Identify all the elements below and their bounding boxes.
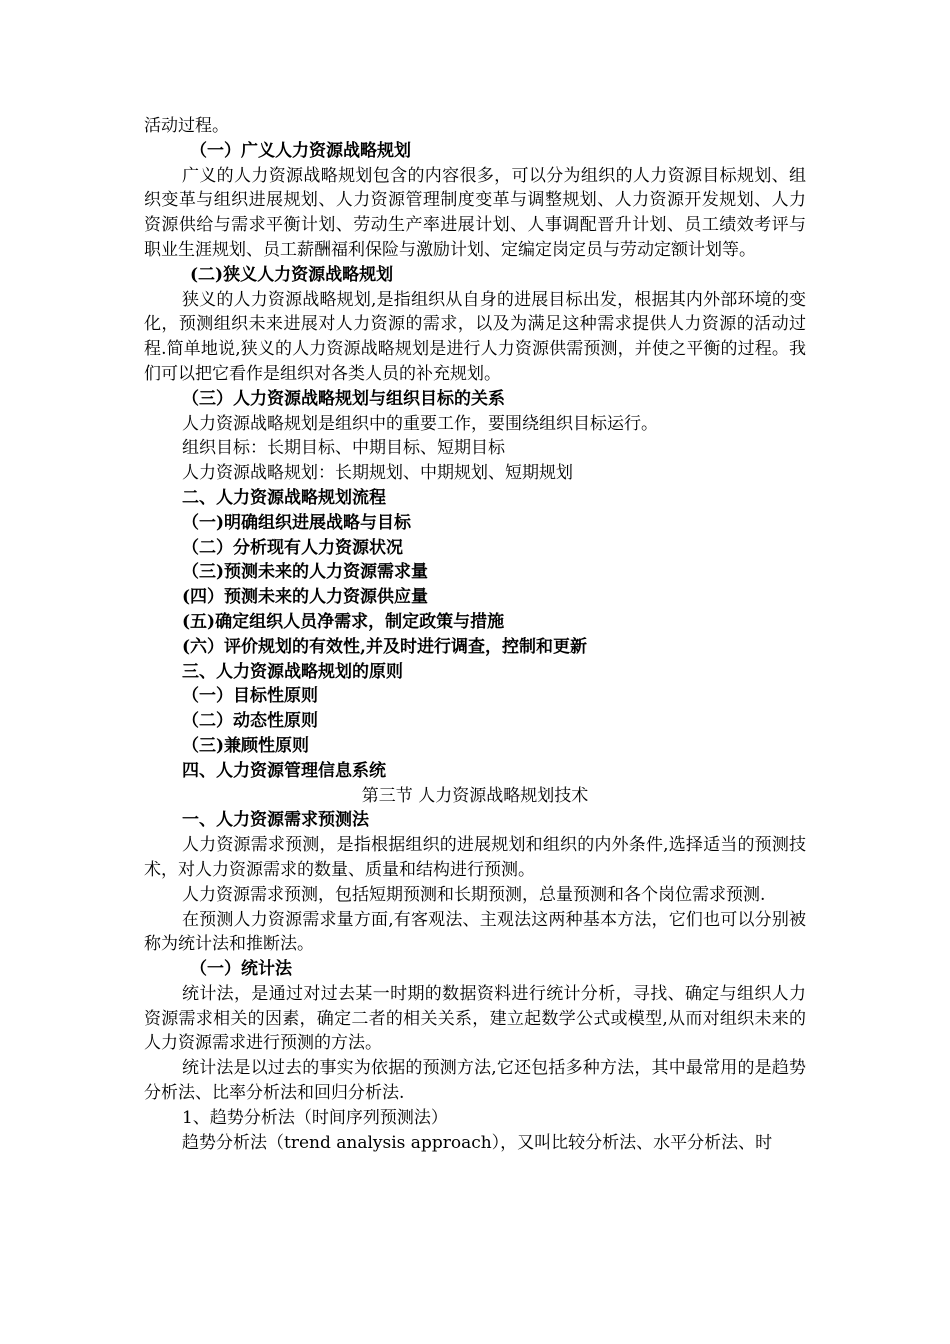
section-heading-narrow-planning: (二)狭义人力资源战略规划 [190,264,394,285]
heading-trend-analysis: 1、趋势分析法（时间序列预测法） [182,1107,448,1128]
process-step-4: (四）预测未来的人力资源供应量 [182,587,429,608]
paragraph-continuation: 活动过程。 [144,116,229,136]
paragraph-statistical-definition: 统计法，是通过对过去某一时期的数据资料进行统计分析，寻找、确定与组织人力资源需求相关的因素，确定二者的相关关系，建立起数学公式或模型,从而对组织未来的人力资源需求进行预测的方法。 [144,983,806,1054]
heading-planning-principles: 三、人力资源战略规划的原则 [182,661,403,682]
principle-3: （三)兼顾性原则 [182,735,310,756]
process-step-1: （一)明确组织进展战略与目标 [182,512,412,533]
heading-demand-forecast: 一、人力资源需求预测法 [182,810,369,831]
section-heading-goal-relation: （三）人力资源战略规划与组织目标的关系 [182,388,505,409]
principle-1: （一）目标性原则 [182,686,318,707]
paragraph-statistical-types: 统计法是以过去的事实为依据的预测方法,它还包括多种方法，其中最常用的是趋势分析法、比率分析法和回归分析法. [144,1058,806,1104]
process-step-3: （三)预测未来的人力资源需求量 [182,562,429,583]
process-step-2: （二）分析现有人力资源状况 [182,537,403,558]
section-title: 第三节 人力资源战略规划技术 [361,785,589,806]
paragraph-demand-definition: 人力资源需求预测，是指根据组织的进展规划和组织的内外条件,选择适当的预测技术，对人力资源需求的数量、质量和结构进行预测。 [144,835,806,880]
principle-2: （二）动态性原则 [182,711,318,732]
paragraph-demand-types: 人力资源需求预测，包括短期预测和长期预测，总量预测和各个岗位需求预测. [182,884,766,905]
paragraph-narrow-planning: 狭义的人力资源战略规划,是指组织从自身的进展目标出发，根据其内外部环境的变化，预测组织未来进展对人力资源的需求，以及为满足这种需求提供人力资源的活动过程.简单地说,狭义的人力资源战略规划是进行人力资源供需预测，并使之平衡的过程。我们可以把它看作是组织对各类人员的补充规划。 [144,289,806,384]
heading-statistical-method: （一）统计法 [190,959,292,980]
paragraph-hr-plans: 人力资源战略规划：长期规划、中期规划、短期规划 [182,463,573,484]
heading-planning-process: 二、人力资源战略规划流程 [182,487,386,508]
paragraph-broad-planning: 广义的人力资源战略规划包含的内容很多，可以分为组织的人力资源目标规划、组织变革与组织进展规划、人力资源管理制度变革与调整规划、人力资源开发规划、人力资源供给与需求平衡计划、劳动生产率进展计划、人事调配晋升计划、员工绩效考评与职业生涯规划、员工薪酬福利保险与激励计划、定编定岗定员与劳动定额计划等。 [144,165,806,260]
section-heading-broad-planning: （一）广义人力资源战略规划 [190,140,411,161]
heading-hr-info-system: 四、人力资源管理信息系统 [182,760,386,781]
paragraph-demand-methods: 在预测人力资源需求量方面,有客观法、主观法这两种基本方法，它们也可以分别被称为统计法和推断法。 [144,909,806,955]
paragraph-org-goals: 组织目标：长期目标、中期目标、短期目标 [182,438,505,459]
process-step-5: (五)确定组织人员净需求，制定政策与措施 [182,611,505,632]
paragraph-goal-relation: 人力资源战略规划是组织中的重要工作，要围绕组织目标运行。 [182,413,658,434]
paragraph-trend-analysis: 趋势分析法（trend analysis approach），又叫比较分析法、水平分析法、时 [182,1132,773,1153]
process-step-6: (六）评价规划的有效性,并及时进行调查，控制和更新 [182,636,587,657]
